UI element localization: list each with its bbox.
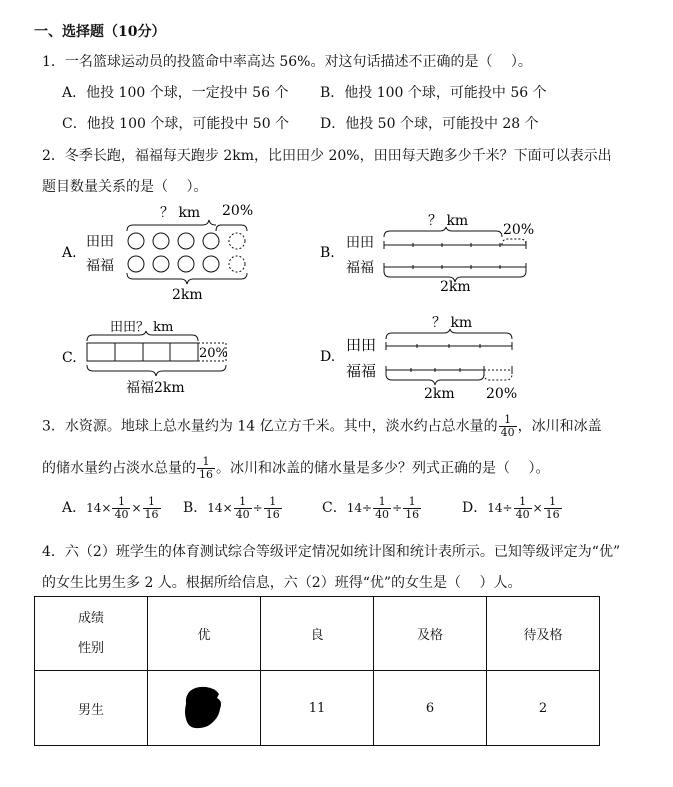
- q3-d-op1: ÷: [502, 501, 513, 515]
- q1-option-b: B．他投 100 个球，可能投中 56 个: [320, 85, 547, 101]
- diagram-d-pct: 20%: [486, 386, 518, 402]
- q3-frac2-num: 1: [197, 456, 215, 469]
- header-fail: 待及格: [487, 597, 600, 671]
- q3-frac1-num: 1: [499, 414, 517, 427]
- q3-c-f1-den: 40: [375, 508, 390, 521]
- q3-b-f1-num: 1: [234, 496, 252, 509]
- diagram-a-label: A.: [62, 245, 77, 261]
- row-label-boys: 男生: [35, 671, 148, 746]
- cell-pass: 6: [374, 671, 487, 746]
- q3-a-f1-den: 40: [114, 508, 129, 521]
- q3-line1-post: ，冰川和冰盖: [517, 418, 602, 435]
- q3-c-base: 14: [346, 501, 362, 515]
- q3-fraction-2: [197, 456, 215, 481]
- q3-frac2-den: 16: [199, 468, 213, 481]
- section-title: 一、选择题（10分）: [34, 24, 166, 40]
- diagram-a-top: ？ km: [160, 205, 201, 221]
- diagram-a-bottom: 2km: [172, 287, 203, 303]
- q3-frac1-den: 40: [500, 426, 515, 439]
- table-row: [35, 671, 600, 746]
- q2-diagram-b: [320, 205, 545, 295]
- q3-a-base: 14: [86, 501, 102, 515]
- diagram-b-pct: 20%: [503, 222, 535, 238]
- q2-diagram-c: [60, 315, 240, 400]
- diagram-d-row2: 福福: [346, 362, 377, 380]
- table-corner-cell: [35, 597, 148, 671]
- corner-top: 成绩: [77, 610, 104, 626]
- diagram-c-top: 田田？ km: [110, 320, 174, 335]
- cell-fail: 2: [487, 671, 600, 746]
- q3-d-f2-num: 1: [544, 496, 562, 509]
- q3-a-f2-den: 16: [144, 508, 159, 521]
- q3-line1: [42, 414, 602, 439]
- q3-b-f1-den: 40: [235, 508, 250, 521]
- diagram-c-label: C.: [62, 350, 77, 366]
- q1-option-a: A．他投 100 个球，一定投中 56 个: [62, 85, 289, 101]
- diagram-a-row1: 田田: [86, 234, 114, 250]
- diagram-b-label: B.: [320, 245, 335, 261]
- q3-d-f2-den: 16: [545, 508, 560, 521]
- diagram-d-bottom: 2km: [424, 386, 455, 402]
- q3-d-f1-num: 1: [514, 496, 532, 509]
- diagram-c-bottom: 福福2km: [126, 380, 185, 396]
- q3-line2-pre: 的储水量约占淡水总量的: [42, 460, 196, 477]
- q3-a-f2-num: 1: [143, 496, 161, 509]
- q3-c-label: C．: [322, 500, 347, 516]
- diagram-a-row2: 福福: [86, 258, 114, 274]
- q3-d-f1-den: 40: [515, 508, 530, 521]
- q3-c-f1-num: 1: [373, 496, 391, 509]
- diagram-b-row2: 福福: [346, 260, 374, 276]
- q3-c-op1: ÷: [362, 501, 373, 515]
- q3-c-op2: ÷: [392, 501, 403, 515]
- q3-b-op1: ×: [222, 501, 233, 515]
- q3-option-d: [462, 496, 563, 521]
- header-pass: 及格: [374, 597, 487, 671]
- q2-stem-line2: 题目数量关系的是（ ）。: [42, 179, 208, 195]
- q3-a-op2: ×: [131, 501, 142, 515]
- q3-d-op2: ×: [532, 501, 543, 515]
- table-header-row: [35, 597, 600, 671]
- header-good: 良: [261, 597, 374, 671]
- q3-line2: [42, 456, 549, 481]
- q2-stem-line1: 2．冬季长跑，福福每天跑步 2km，比田田少 20%，田田每天跑多少千米？下面可以表示出: [42, 148, 612, 164]
- cell-good: 11: [261, 671, 374, 746]
- q3-c-f2-num: 1: [403, 496, 421, 509]
- ink-blot-icon: [182, 685, 226, 731]
- diagram-a-pct: 20%: [222, 203, 254, 219]
- q3-b-op2: ÷: [252, 501, 263, 515]
- q3-a-label: A．: [62, 500, 87, 516]
- q3-b-label: B．: [183, 500, 208, 516]
- header-excellent: 优: [148, 597, 261, 671]
- q3-line1-pre: 3．水资源。地球上总水量约为 14 亿立方千米。其中，淡水约占总水量的: [42, 418, 498, 435]
- q3-option-b: [183, 496, 283, 521]
- q3-line2-post: 。冰川和冰盖的储水量是多少？列式正确的是（ ）。: [216, 460, 550, 477]
- q3-a-op1: ×: [101, 501, 112, 515]
- q3-d-base: 14: [487, 501, 503, 515]
- diagram-b-bottom: 2km: [440, 279, 471, 295]
- grade-table: [34, 596, 600, 746]
- q3-c-f2-den: 16: [405, 508, 420, 521]
- q3-a-f1-num: 1: [112, 496, 130, 509]
- cell-excellent-obscured: [148, 671, 261, 746]
- q3-b-base: 14: [207, 501, 223, 515]
- q1-stem: 1．一名篮球运动员的投篮命中率高达 56%。对这句话描述不正确的是（ ）。: [42, 54, 532, 70]
- q2-diagram-d: [320, 310, 545, 402]
- q1-option-c: C．他投 100 个球，可能投中 50 个: [62, 116, 290, 132]
- diagram-d-row1: 田田: [346, 336, 377, 354]
- q4-stem-line1: 4．六（2）班学生的体育测试综合等级评定情况如统计图和统计表所示。已知等级评定为“优”: [42, 544, 621, 560]
- diagram-d-top: ？ km: [432, 315, 473, 331]
- diagram-b-row1: 田田: [346, 235, 374, 251]
- q4-stem-line2: 的女生比男生多 2 人。根据所给信息，六（2）班得“优”的女生是（ ）人。: [42, 575, 522, 591]
- diagram-d-label: D.: [320, 349, 336, 365]
- diagram-c-pct: 20%: [199, 346, 228, 361]
- q2-diagram-a: [60, 200, 270, 305]
- diagram-b-top: ？ km: [428, 213, 469, 229]
- q3-b-f2-den: 16: [265, 508, 280, 521]
- corner-bottom: 性别: [77, 640, 104, 656]
- q3-b-f2-num: 1: [264, 496, 282, 509]
- q3-fraction-1: [499, 414, 517, 439]
- q3-option-a: [62, 496, 162, 521]
- q3-option-c: [322, 496, 422, 521]
- q3-d-label: D．: [462, 500, 488, 516]
- q1-option-d: D．他投 50 个球，可能投中 28 个: [320, 116, 539, 132]
